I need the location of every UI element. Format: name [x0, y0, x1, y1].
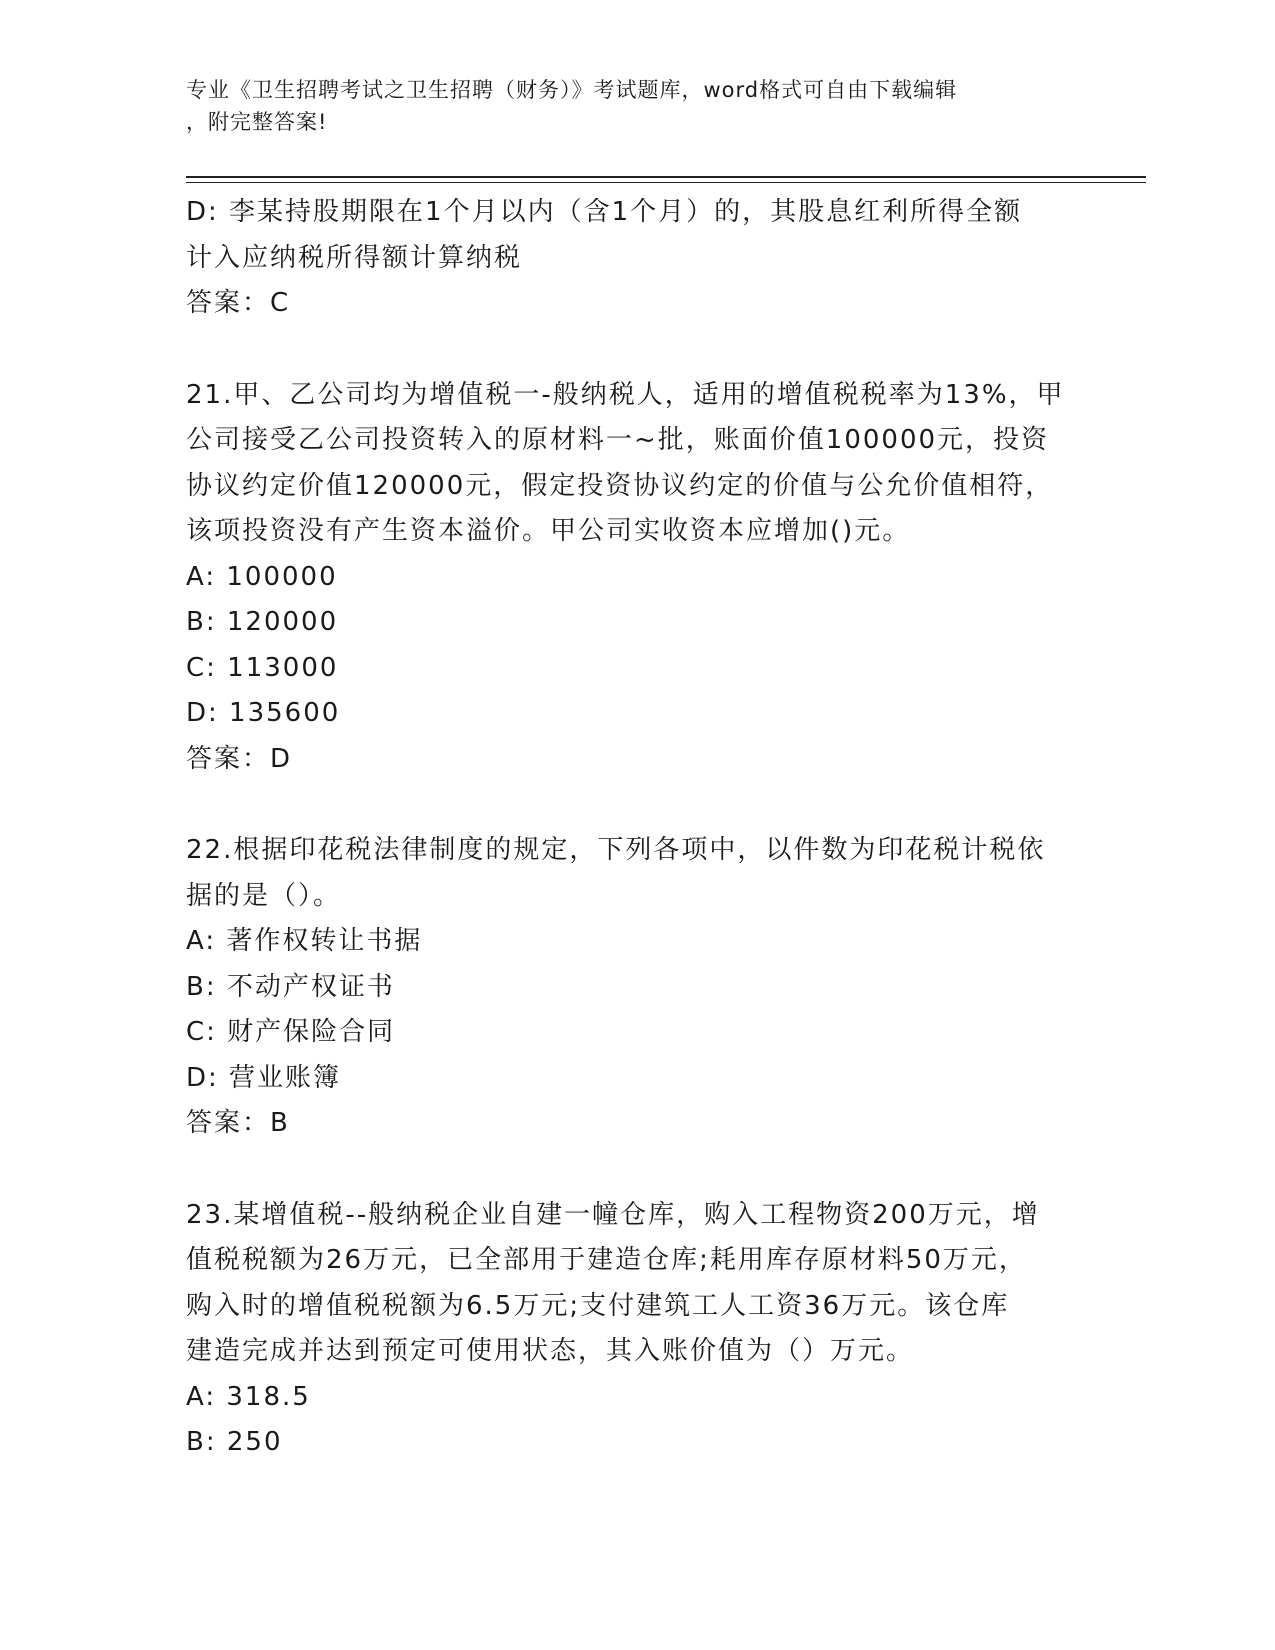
stem-line: 据的是（）。: [186, 880, 342, 911]
answer-line: 答案：D: [186, 743, 293, 774]
header-rule-thin: [186, 182, 1146, 183]
option-b: B: 120000: [186, 607, 339, 637]
stem-line: 公司接受乙公司投资转入的原材料一~批，账面价值100000元，投资: [186, 425, 1050, 455]
answer-line: 答案：C: [186, 288, 291, 318]
header-rule-thick: [186, 176, 1146, 178]
question-content: [186, 190, 1076, 1466]
stem-line: 该项投资没有产生资本溢价。甲公司实收资本应增加()元。: [186, 516, 911, 546]
option-d: D: 135600: [186, 698, 341, 728]
stem-line: 23.某增值税--般纳税企业自建一幢仓库，购入工程物资200万元，增: [186, 1199, 1040, 1230]
option-line: 计入应纳税所得额计算纳税: [186, 242, 523, 273]
header-line-1: 专业《卫生招聘考试之卫生招聘（财务）》考试题库，word格式可自由下载编辑: [186, 78, 958, 102]
option-b: B: 250: [186, 1427, 283, 1457]
stem-line: 购入时的增值税税额为6.5万元;支付建筑工人工资36万元。该仓库: [186, 1290, 1010, 1321]
document-header: [186, 74, 1066, 138]
stem-line: 21.甲、乙公司均为增值税一-般纳税人，适用的增值税税率为13%，甲: [186, 379, 1065, 410]
stem-line: 值税税额为26万元，已全部用于建造仓库;耗用库存原材料50万元，: [186, 1245, 1027, 1275]
question-21: [186, 373, 1076, 783]
option-a: A: 318.5: [186, 1381, 311, 1412]
option-b: B: 不动产权证书: [186, 971, 395, 1002]
option-c: C: 财产保险合同: [186, 1017, 396, 1047]
option-a: A: 著作权转让书据: [186, 926, 423, 956]
prev-question: [186, 190, 1076, 327]
header-line-2: ，附完整答案!: [186, 110, 328, 134]
option-line: D: 李某持股期限在1个月以内（含1个月）的，其股息红利所得全额: [186, 197, 1023, 227]
question-22: [186, 828, 1076, 1147]
stem-line: 建造完成并达到预定可使用状态，其入账价值为（）万元。: [186, 1336, 915, 1366]
option-d: D: 营业账簿: [186, 1062, 342, 1093]
answer-line: 答案：B: [186, 1108, 290, 1138]
stem-line: 22.根据印花税法律制度的规定，下列各项中，以件数为印花税计税依: [186, 835, 1046, 865]
option-c: C: 113000: [186, 652, 339, 683]
option-a: A: 100000: [186, 561, 338, 592]
question-23: [186, 1193, 1076, 1466]
stem-line: 协议约定价值120000元，假定投资协议约定的价值与公允价值相符，: [186, 470, 1054, 501]
